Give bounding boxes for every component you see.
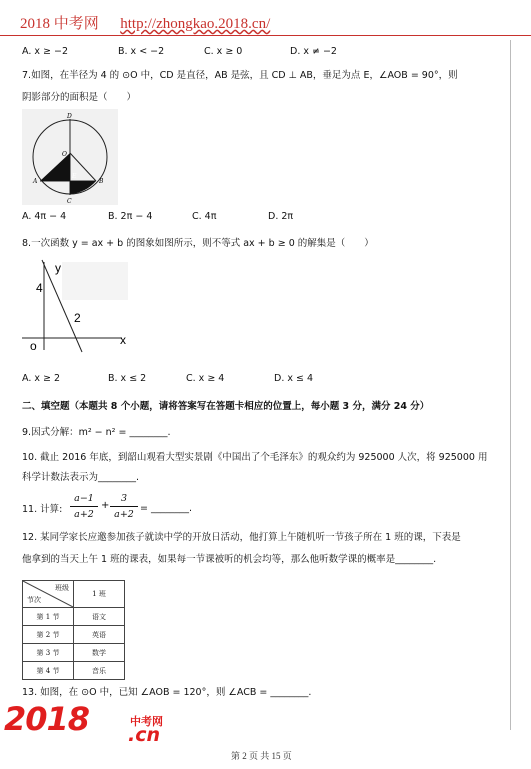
timetable-head-class-label: 班级 — [55, 584, 69, 592]
q7-option-a: A. 4π − 4 — [22, 211, 67, 222]
q7-option-d: D. 2π — [268, 211, 294, 222]
q12-timetable — [22, 580, 125, 680]
q11-label: 11. 计算: — [22, 504, 63, 515]
logo-cn: .cn — [128, 724, 161, 746]
q7-label-a: A — [33, 178, 38, 185]
timetable-period: 第 4 节 — [23, 662, 74, 680]
q7-label-o: O — [62, 151, 67, 158]
q6-option-d: D. x ≠ −2 — [290, 46, 337, 57]
q11-plus: + — [101, 500, 110, 511]
timetable-head-class: 1 班 — [74, 581, 125, 608]
q10-text-line1: 10. 截止 2016 年底，到韶山观看大型实景剧《中国出了个毛泽东》的观众约为 925000 人次，将 925000 用 — [22, 452, 488, 463]
q6-option-c: C. x ≥ 0 — [204, 46, 243, 57]
section2-heading: 二、填空题（本题共 8 个小题，请将答案写在答题卡相应的位置上，每小题 3 分，满分 24 分） — [22, 401, 430, 412]
q8-option-d: D. x ≤ 4 — [274, 373, 314, 384]
q11-numerator-1: a−1 — [74, 493, 94, 504]
q6-option-b: B. x < −2 — [118, 46, 165, 57]
q8-figure-patch — [62, 262, 128, 300]
timetable-subject: 英语 — [74, 626, 125, 644]
q11-answer-blank: = ________. — [140, 503, 192, 514]
q12-text-line1: 12. 某同学家长应邀参加孩子就读中学的开放日活动，他打算上午随机听一节孩子所在 1 班的课，下表是 — [22, 532, 461, 543]
logo-2018: 2018 — [4, 700, 90, 738]
q11-fraction-bar-1 — [70, 506, 98, 507]
q8-label-y: y — [55, 261, 61, 275]
site-header — [20, 12, 270, 33]
site-url-link[interactable]: http://zhongkao.2018.cn/ — [120, 16, 271, 32]
q13-text: 13. 如图，在 ⊙O 中，已知 ∠AOB = 120°，则 ∠ACB = ________. — [22, 687, 312, 698]
timetable-period: 第 1 节 — [23, 608, 74, 626]
q7-label-e: E — [72, 173, 77, 180]
timetable-period: 第 3 节 — [23, 644, 74, 662]
q6-option-a: A. x ≥ −2 — [22, 46, 68, 57]
timetable-subject: 语文 — [74, 608, 125, 626]
q8-label-4: 4 — [36, 281, 43, 295]
q8-text: 8.一次函数 y = ax + b 的图象如图所示，则不等式 ax + b ≥ 0 的解集是（ ） — [22, 238, 374, 249]
q11-fraction-bar-2 — [110, 506, 138, 507]
q7-label-d: D — [67, 113, 72, 120]
header-rule — [0, 35, 531, 36]
q8-label-x: x — [120, 333, 126, 347]
q7-label-c: C — [67, 198, 72, 205]
timetable-subject: 音乐 — [74, 662, 125, 680]
q11-denominator-2: a+2 — [114, 509, 134, 520]
q9-text: 9.因式分解：m² − n² = ________. — [22, 427, 171, 438]
timetable-head-period-label: 节次 — [27, 596, 41, 604]
q8-label-origin: o — [30, 339, 37, 353]
timetable-subject: 数学 — [74, 644, 125, 662]
site-name: 2018 中考网 — [20, 16, 99, 32]
q8-label-2: 2 — [74, 311, 81, 325]
q7-circle-figure — [22, 109, 118, 205]
q7-text-line2: 阴影部分的面积是（ ） — [22, 92, 137, 103]
q12-text-line2: 他拿到的当天上午 1 班的课表，如果每一节课被听的机会均等，那么他听数学课的概率是________. — [22, 554, 437, 565]
q7-option-c: C. 4π — [192, 211, 217, 222]
q8-option-b: B. x ≤ 2 — [108, 373, 147, 384]
timetable-corner-cell — [23, 581, 74, 608]
logo-zhongkaowang: 中考网 — [130, 715, 163, 728]
q7-option-b: B. 2π − 4 — [108, 211, 153, 222]
page-footer: 第 2 页 共 15 页 — [231, 751, 292, 761]
q7-text-line1: 7.如图，在半径为 4 的 ⊙O 中，CD 是直径，AB 是弦，且 CD ⊥ AB，垂足为点 E，∠AOB = 90°，则 — [22, 70, 458, 81]
margin-rule — [510, 40, 511, 730]
q7-label-b: B — [99, 178, 104, 185]
timetable-period: 第 2 节 — [23, 626, 74, 644]
q10-text-line2: 科学计数法表示为________. — [22, 472, 140, 483]
q8-option-a: A. x ≥ 2 — [22, 373, 61, 384]
q8-line-graph — [22, 258, 134, 356]
q11-denominator-1: a+2 — [74, 509, 94, 520]
q8-option-c: C. x ≥ 4 — [186, 373, 225, 384]
q11-numerator-2: 3 — [120, 493, 128, 504]
